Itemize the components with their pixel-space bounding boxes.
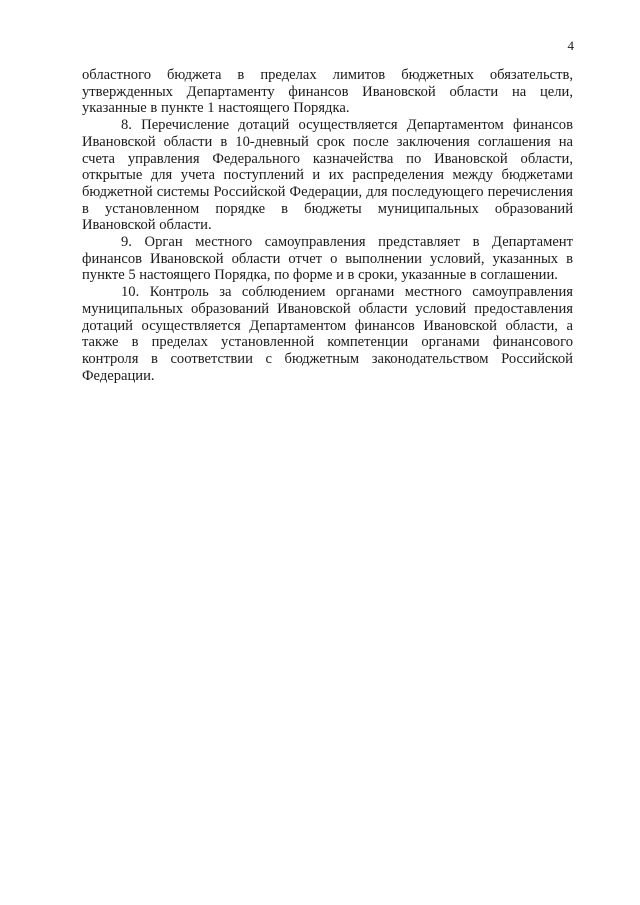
paragraph-continuation: областного бюджета в пределах лимитов бюджетных обязательств, утвержденных Департаменту финансов Ивановской области на цели, указанные в пункте 1 настоящего Порядка. — [82, 67, 573, 117]
paragraph-item-8: 8. Перечисление дотаций осуществляется Департаментом финансов Ивановской области в 10-дневный срок после заключения соглашения на счета управления Федерального казначейства по Ивановской области, открытые для учета поступлений и их распределения между бюджетами бюджетной системы Российской Федерации, для последующего перечисления в установленном порядке в бюджеты муниципальных образований Ивановской области. — [82, 117, 573, 234]
document-body — [82, 67, 573, 384]
paragraph-item-10: 10. Контроль за соблюдением органами местного самоуправления муниципальных образований Ивановской области условий предоставления дотаций осуществляется Департаментом финансов Ивановской области, а также в пределах установленной компетенции органами финансового контроля в соответствии с бюджетным законодательством Российской Федерации. — [82, 284, 573, 384]
page-number: 4 — [567, 38, 574, 53]
paragraph-item-9: 9. Орган местного самоуправления представляет в Департамент финансов Ивановской области отчет о выполнении условий, указанных в пункте 5 настоящего Порядка, по форме и в сроки, указанные в соглашении. — [82, 234, 573, 284]
